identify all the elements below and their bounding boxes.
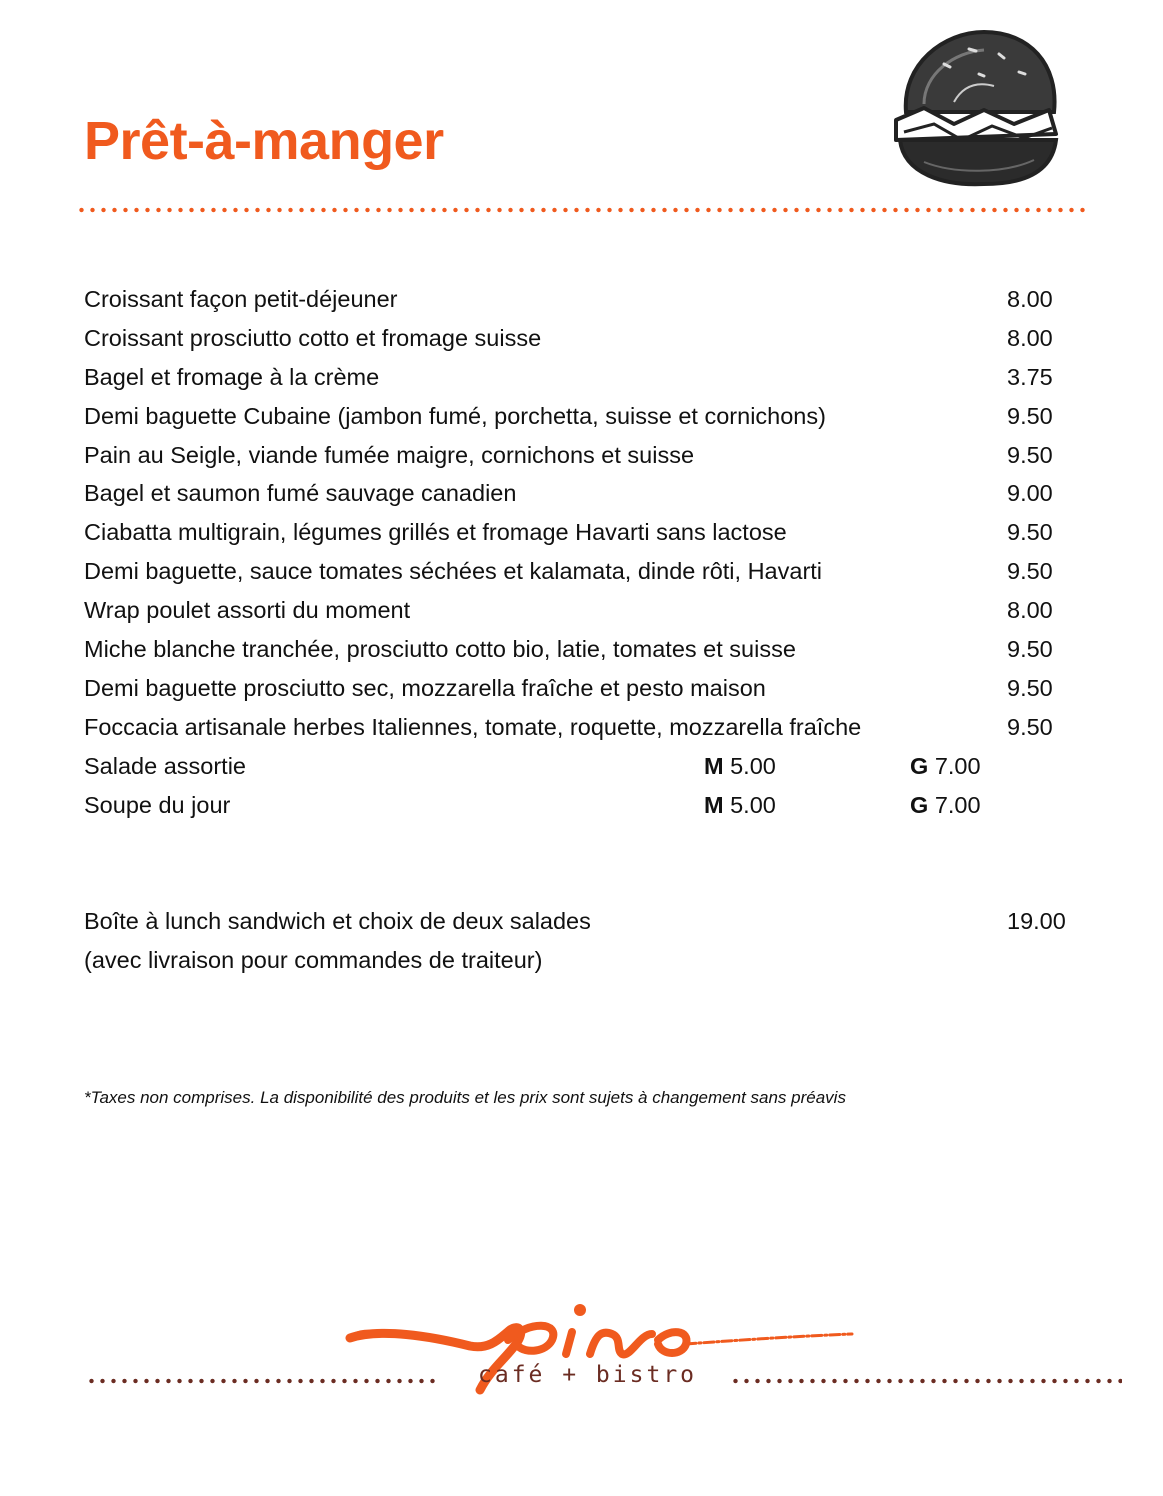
item-price: 8.00: [1007, 324, 1053, 351]
m-price: 5.00: [730, 752, 776, 779]
menu-item: [84, 397, 1084, 436]
menu-item: [84, 708, 1084, 747]
item-name: Croissant prosciutto cotto et fromage suisse: [84, 324, 542, 351]
size-medium-price: [704, 786, 776, 825]
lunch-box-item: [84, 902, 1084, 980]
sized-menu-item: [84, 747, 1084, 786]
item-name: Ciabatta multigrain, légumes grillés et fromage Havarti sans lactose: [84, 519, 787, 546]
title-divider: [76, 207, 1090, 213]
sized-menu-item: [84, 786, 1084, 825]
logo-divider-right: [730, 1378, 1122, 1384]
item-name: Bagel et saumon fumé sauvage canadien: [84, 480, 517, 507]
item-price: 8.00: [1007, 286, 1053, 312]
menu-item: [84, 591, 1084, 630]
item-price: 9.50: [1007, 558, 1053, 585]
item-price: 9.50: [1007, 519, 1053, 546]
lunch-box-price: 19.00: [1007, 908, 1066, 934]
item-name: Demi baguette prosciutto sec, mozzarella fraîche et pesto maison: [84, 674, 766, 701]
menu-item: [84, 319, 1084, 358]
item-name: Wrap poulet assorti du moment: [84, 597, 411, 624]
size-large-price: [910, 786, 981, 825]
g-price: 7.00: [934, 752, 981, 779]
tax-disclaimer: *Taxes non comprises. La disponibilité des produits et les prix sont sujets à changement sans préavis: [84, 1088, 846, 1107]
item-price: 9.50: [1007, 441, 1053, 468]
item-price: 9.50: [1007, 713, 1053, 740]
item-name: Pain au Seigle, viande fumée maigre, cornichons et suisse: [84, 441, 695, 468]
item-price: 9.50: [1007, 402, 1053, 429]
item-name: Croissant façon petit-déjeuner: [84, 286, 398, 312]
item-name: Demi baguette Cubaine (jambon fumé, porchetta, suisse et cornichons): [84, 402, 826, 429]
item-price: 9.50: [1007, 636, 1053, 663]
menu-item: [84, 358, 1084, 397]
item-price: 3.75: [1007, 363, 1053, 390]
menu-item: [84, 436, 1084, 475]
item-price: 9.00: [1007, 480, 1053, 507]
menu-item: [84, 474, 1084, 513]
size-m-label: M: [704, 791, 724, 818]
logo-subtitle: café + bistro: [478, 1362, 698, 1388]
item-name: Soupe du jour: [84, 791, 231, 818]
item-name: Foccacia artisanale herbes Italiennes, tomate, roquette, mozzarella fraîche: [84, 713, 862, 740]
size-medium-price: [704, 747, 776, 786]
size-large-price: [910, 747, 981, 786]
item-name: Demi baguette, sauce tomates séchées et kalamata, dinde rôti, Havarti: [84, 558, 823, 585]
item-name: Salade assortie: [84, 752, 246, 779]
size-g-label: G: [910, 791, 929, 818]
g-price: 7.00: [934, 791, 981, 818]
item-price: 8.00: [1007, 597, 1053, 624]
menu-list: [84, 280, 1084, 824]
size-g-label: G: [910, 752, 929, 779]
item-price: 9.50: [1007, 674, 1053, 701]
size-m-label: M: [704, 752, 724, 779]
menu-item: [84, 669, 1084, 708]
item-name: Bagel et fromage à la crème: [84, 363, 380, 390]
burger-illustration-icon: [884, 24, 1064, 194]
menu-item: [84, 513, 1084, 552]
page-title: Prêt-à-manger: [84, 111, 444, 171]
lunch-box-note: (avec livraison pour commandes de traiteur): [84, 947, 543, 973]
menu-item: [84, 552, 1084, 591]
menu-item: [84, 280, 1084, 319]
logo-divider-left: [86, 1378, 436, 1384]
item-name: Miche blanche tranchée, prosciutto cotto bio, latie, tomates et suisse: [84, 636, 796, 663]
menu-item: [84, 630, 1084, 669]
m-price: 5.00: [730, 791, 776, 818]
lunch-box-name: Boîte à lunch sandwich et choix de deux salades: [84, 908, 591, 934]
